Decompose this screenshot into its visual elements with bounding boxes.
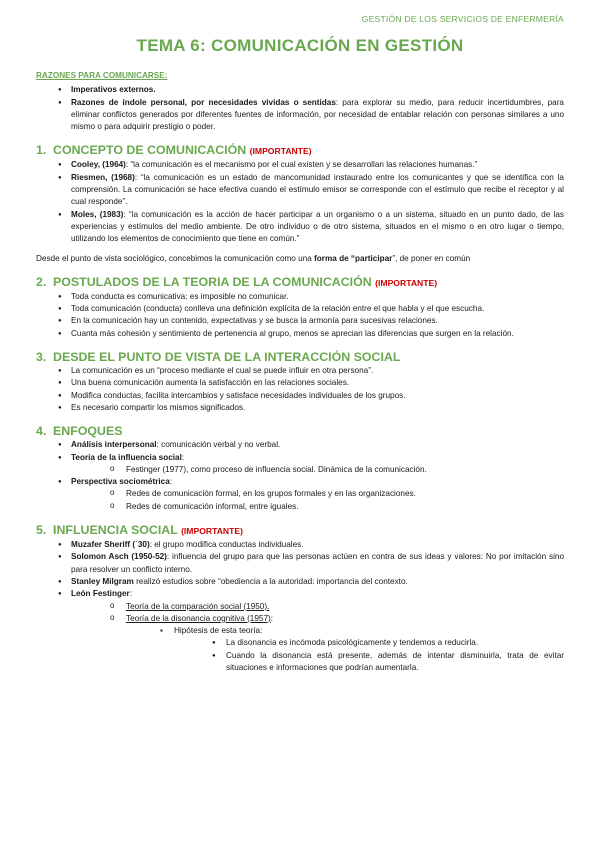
list-item: ● En la comunicación hay un contenido, expectativas y se busca la armonía para sucesivas relaciones. (36, 315, 564, 327)
author-ref: Cooley, (1964) (71, 160, 126, 170)
section-title: ENFOQUES (53, 424, 123, 439)
list-item (36, 576, 564, 588)
section-number: 4. (36, 424, 47, 439)
theory-name: Teoría de la comparación social (1950). (126, 601, 270, 611)
section-2-list (36, 291, 564, 340)
theory-name: Teoría de la disonancia cognitiva (1957) (126, 613, 271, 623)
approach-text: : (181, 452, 185, 462)
sublist (71, 488, 564, 513)
quote-text: : “la comunicación es el mecanismo por el cual existen y se desarrollan las relaciones humanas.” (125, 160, 478, 170)
section-number: 5. (36, 523, 47, 538)
author-ref: Stanley Milgram (71, 576, 134, 586)
list-item: ● Toda conducta es comunicativa: es imposible no comunicar. (36, 291, 564, 303)
sublist-item (106, 601, 564, 613)
list-item: ● Toda comunicación (conducta) conlleva una definición explícita de la relación entre el que habla y el que escucha. (36, 303, 564, 315)
author-ref: León Festinger (71, 589, 130, 599)
author-ref: Muzafer Sheriff (´30) (71, 540, 150, 550)
list-item: ● Una buena comunicación aumenta la satisfacción en las relaciones sociales. (36, 377, 564, 389)
section-title: CONCEPTO DE COMUNICACIÓN (53, 143, 247, 158)
intro-item-1: Imperativos externos. (71, 85, 156, 95)
important-badge: (IMPORTANTE) (375, 277, 438, 288)
document-body (36, 70, 564, 674)
hypothesis-points (174, 637, 564, 674)
author-ref: Solomon Asch (1950-52) (71, 552, 167, 562)
section-title: POSTULADOS DE LA TEORIA DE LA COMUNICACIÓN (53, 274, 372, 289)
quote-text: : “la comunicación es un estado de mancomunidad instaurado entre los comunicantes y que se identifica con la comprensión. La comunicación se hace efectiva cuando el estímulo emisor se corresponde con el estímulo que recibe el receptor y al cual responde”. (71, 172, 564, 207)
theory-suffix: : (270, 613, 274, 623)
author-ref: Riesmen, (1968) (71, 172, 135, 182)
author-text: : (129, 589, 132, 599)
section-number: 3. (36, 350, 47, 365)
hypothesis-list (126, 625, 564, 637)
approach-name: Perspectiva sociométrica (71, 477, 170, 487)
sublist-item: o Redes de comunicación informal, entre iguales. (106, 501, 564, 513)
list-item (36, 588, 564, 674)
hypothesis-heading: ▪ Hipótesis de esta teoría: (160, 625, 564, 637)
hypothesis-item: ● La disonancia es incómoda psicológicamente y tendemos a reducirla. (210, 637, 564, 649)
sublist-item: o Festinger (1977), como proceso de influencia social. Dinámica de la comunicación. (106, 464, 564, 476)
sociological-paragraph (36, 253, 564, 265)
section-1-list (36, 159, 564, 245)
intro-heading: RAZONES PARA COMUNICARSE: (36, 71, 168, 80)
sublist (71, 601, 564, 675)
paragraph-bold: forma de “participar (314, 253, 393, 263)
paragraph-text: Desde el punto de vista sociológico, concebimos la comunicación como una (36, 253, 315, 263)
approach-name: Teoría de la influencia social (71, 452, 182, 462)
section-4-heading (36, 423, 564, 439)
list-item: ● La comunicación es un “proceso mediante el cual se puede influir en otra persona”. (36, 365, 564, 377)
quote-text: : “la comunicación es la acción de hacer participar a un organismo o a un sistema, situado en un punto dado, de las experiencias y estímulos del medio ambiente. De otro individuo o de otro sistema, situados en el mismo o en otro lugar o tiempo, utilizando los elementos de conocimiento que tiene en común.” (71, 209, 565, 244)
important-badge: (IMPORTANTE) (249, 146, 312, 157)
sublist-item: o Redes de comunicación formal, en los grupos formales y en las organizaciones. (106, 488, 564, 500)
section-4-list (36, 439, 564, 513)
author-text: realizó estudios sobre “obediencia a la autoridad: importancia del contexto. (133, 576, 408, 586)
author-ref: Moles, (1983) (71, 209, 124, 219)
author-text: : el grupo modifica conductas individuales. (149, 540, 304, 550)
list-item (36, 159, 564, 171)
section-1-heading (36, 142, 564, 159)
list-item: ● Modifica conductas, facilita intercambios y satisface necesidades individuales de los grupos. (36, 390, 564, 402)
list-item (36, 551, 564, 576)
intro-item-2-bold: Razones de índole personal, por necesidades vividas o sentidas (71, 97, 336, 107)
approach-text: : comunicación verbal y no verbal. (156, 440, 281, 450)
author-text: : influencia del grupo para que las personas actúen en contra de sus ideas y valores: No por imitación sino para resolver un conflicto interno. (71, 552, 564, 574)
section-3-list (36, 365, 564, 414)
list-item (36, 439, 564, 451)
approach-text: : (169, 477, 173, 487)
section-5-heading (36, 522, 564, 539)
section-3-heading (36, 349, 564, 365)
list-item (36, 84, 564, 96)
section-title: DESDE EL PUNTO DE VISTA DE LA INTERACCIÓN SOCIAL (53, 350, 401, 365)
list-item (36, 97, 564, 134)
page-title: TEMA 6: COMUNICACIÓN EN GESTIÓN (136, 36, 464, 55)
section-title: INFLUENCIA SOCIAL (53, 523, 178, 538)
paragraph-text: ”, de poner en común (392, 253, 471, 263)
intro-list (36, 84, 564, 133)
sublist-item (106, 613, 564, 674)
list-item: ● Cuanta más cohesión y sentimiento de pertenencia al grupo, menos se aprecian las diferencias que surgen en la relación. (36, 328, 564, 340)
section-number: 2. (36, 274, 47, 289)
section-5-list (36, 539, 564, 674)
intro-item-2-text: : para explorar su medio, para reducir incertidumbres, para eliminar conflictos generados por diferentes fuentes de información, por necesidad de entablar relación con personas similares a uno mismo o para adquirir prestigio o poder. (71, 97, 564, 132)
hypothesis-item: ● Cuando la disonancia está presente, además de intentar disminuirla, trata de evitar situaciones e informaciones que podrían aumentarla. (210, 650, 564, 675)
sublist (71, 464, 564, 476)
list-item: ● Es necesario compartir los mismos significados. (36, 402, 564, 414)
approach-name: Análisis interpersonal (71, 440, 157, 450)
section-2-heading (36, 274, 564, 291)
important-badge: (IMPORTANTE) (181, 526, 243, 537)
list-item (36, 172, 564, 209)
list-item (36, 209, 564, 246)
list-item (36, 539, 564, 551)
running-header: GESTIÓN DE LOS SERVICIOS DE ENFERMERÍA (361, 14, 564, 24)
section-number: 1. (36, 143, 47, 158)
list-item (36, 452, 564, 477)
list-item (36, 476, 564, 513)
